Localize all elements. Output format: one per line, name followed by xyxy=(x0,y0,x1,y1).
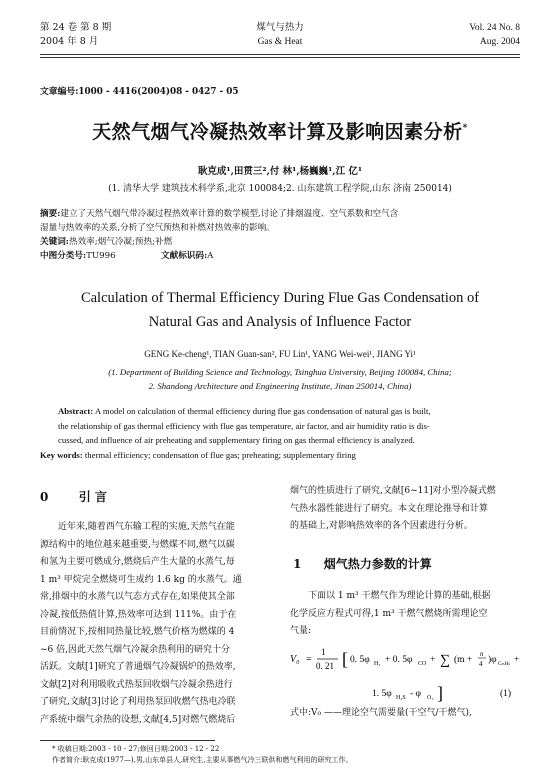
footnote-rule xyxy=(40,740,215,741)
affiliation-en xyxy=(0,365,560,393)
volume-issue: 第 24 卷 第 8 期 xyxy=(40,22,112,33)
doc-code: A xyxy=(207,251,214,261)
eq-4: 4 xyxy=(479,660,483,668)
footnote-dates: * 收稿日期:2003 - 10 - 27;修回日期:2003 - 12 - 22 xyxy=(52,745,220,753)
text-line: 气热水器性能进行了研究。本文在理论推导和计算 xyxy=(290,503,489,514)
issue-date-cn: 2004 年 8 月 xyxy=(40,36,99,47)
eq-minus-o2: - φ xyxy=(410,689,422,699)
eq-term-h2: 0. 5φ xyxy=(350,655,370,665)
journal-name-en: Gas & Heat xyxy=(257,37,303,47)
text-line: 下面以 1 m³ 干燃气作为理论计算的基础,根据 xyxy=(308,591,491,601)
footnote-author-bio: 作者简介:耿克成(1977—),男,山东单县人,研究生,主要从事燃气冷三联供和燃气利用的研究工作。 xyxy=(52,756,353,764)
issue-date-en: Aug. 2004 xyxy=(479,37,520,47)
eq-sub-h2s: H₂S xyxy=(396,695,406,701)
text-line: 和氢为主要可燃成分,燃烧后产生大量的水蒸气,每 xyxy=(40,557,235,567)
eq-lhs: V₀ xyxy=(290,654,300,665)
clc-label: 中图分类号: xyxy=(40,251,87,261)
eq-denominator: 0. 21 xyxy=(316,661,334,671)
journal-name-cn: 煤气与热力 xyxy=(256,22,304,33)
section-title: 引 言 xyxy=(78,490,107,504)
text-line: 冷凝,按低热值计算,热效率可达到 111%。由于在 xyxy=(40,609,237,620)
eq-number: (1) xyxy=(500,689,512,699)
keywords-cn-label: 关键词: xyxy=(40,237,69,247)
title-cn xyxy=(0,117,560,144)
text-line: 了研究,文献[3]讨论了利用热泵回收燃气热电冷联 xyxy=(40,697,236,707)
right-column-top xyxy=(290,483,522,536)
equation-1 xyxy=(290,638,522,704)
eq-sub-cmhn: CₘHₙ xyxy=(498,662,511,667)
doc-code-label: 文献标识码: xyxy=(161,251,208,261)
abstract-cn-line: 湿量与热效率的关系,分析了空气预热和补燃对热效率的影响。 xyxy=(40,223,275,233)
section-1-paragraph xyxy=(290,588,522,641)
text-line: 的基础上,对影响热效率的各个因素进行分析。 xyxy=(290,521,473,531)
title-footnote-mark: * xyxy=(462,123,468,134)
text-line: 活跃。文献[1]研究了普通烟气冷凝锅炉的热效率, xyxy=(40,662,236,672)
abstract-en-line: the relationship of gas thermal efficiency with flue gas temperature, air factor, and air humidity ratio is dis- xyxy=(58,420,430,431)
eq-numerator: 1 xyxy=(321,647,326,657)
text-line: 化学反应方程式可得,1 m³ 干燃气燃烧所需理论空 xyxy=(290,608,488,619)
eq-sub-co: CO xyxy=(418,661,427,667)
abstract-en-line: cussed, and influence of air preheating and supplementary firing on gas thermal efficiency is analyzed. xyxy=(58,435,415,445)
authors-en: GENG Ke-cheng¹, TIAN Guan-san², FU Lin¹, YANG Wei-wei¹, JIANG Yi¹ xyxy=(144,349,416,359)
abstract-en-label: Abstract: xyxy=(58,406,94,416)
text-line: 气量: xyxy=(290,626,312,636)
text-line: 产系统中烟气余热的设想,文献[4,5]对燃气燃烧后 xyxy=(40,714,236,725)
volume-issue-en: Vol. 24 No. 8 xyxy=(469,23,520,33)
header-rule xyxy=(40,54,520,55)
abstract-cn xyxy=(40,207,520,263)
text-line: 目前情况下,按相同热量比较,燃气价格为燃煤的 4 xyxy=(40,627,235,637)
keywords-en: thermal efficiency; condensation of flue gas; preheating; supplementary firing xyxy=(82,449,356,460)
eq-bracket-open: [ xyxy=(342,649,348,669)
eq-bracket-close: ] xyxy=(437,683,443,703)
text-line: ~6 倍,因此天然气烟气冷凝余热利用的研究十分 xyxy=(40,644,230,655)
eq-m: (m + xyxy=(454,655,473,665)
title-en-line: Natural Gas and Analysis of Influence Factor xyxy=(148,314,412,330)
text-line: 近年来,随着西气东输工程的实施,天然气在能 xyxy=(58,522,235,532)
text-line: 1 m³ 甲烷完全燃烧可生成约 1.6 kg 的水蒸气。通 xyxy=(40,574,242,585)
section-title: 烟气热力参数的计算 xyxy=(323,557,432,571)
section-0-heading xyxy=(40,488,107,505)
abstract-cn-label: 摘要: xyxy=(40,209,61,219)
eq-equals: = xyxy=(306,654,312,665)
keywords-cn: 热效率;烟气冷凝;预热;补燃 xyxy=(68,237,173,247)
affiliation-en-line: 2. Shandong Architecture and Engineering Institute, Jinan 250014, China) xyxy=(148,381,412,391)
text-line: 烟气的性质进行了研究,文献[6~11]对小型冷凝式燃 xyxy=(290,486,496,496)
article-number: 文章编号:1000 - 4416(2004)08 - 0427 - 05 xyxy=(40,87,239,97)
section-1-heading xyxy=(293,555,432,572)
section-number: 0 xyxy=(40,490,49,504)
journal-volume-en xyxy=(469,21,520,49)
eq-phi-cm: )φ xyxy=(488,655,497,665)
text-line: 源结构中的地位越来越重要,与燃煤不同,燃气以碳 xyxy=(40,539,235,550)
clc-code: TU996 xyxy=(86,251,116,261)
title-cn-text: 天然气烟气冷凝热效率计算及影响因素分析 xyxy=(92,121,463,143)
affiliation-cn: (1. 清华大学 建筑技术科学系,北京 100084;2. 山东建筑工程学院,山东 济南 250014) xyxy=(108,184,452,194)
keywords-en-label: Key words: xyxy=(40,449,83,460)
affiliation-en-line: (1. Department of Building Science and Technology, Tsinghua University, Beijing 100084, China; xyxy=(108,367,452,377)
text-line: 文献[2]对利用吸收式热泵回收烟气冷凝余热进行 xyxy=(40,679,233,690)
footnote xyxy=(52,744,532,766)
abstract-cn-line: 建立了天然气烟气带冷凝过程热效率计算的数学模型,讨论了排烟温度、空气系数和空气含 xyxy=(60,209,399,219)
eq-sub-o2: O₂ xyxy=(427,695,434,701)
title-en-line: Calculation of Thermal Efficiency During Flue Gas Condensation of xyxy=(80,290,480,306)
eq-term-h2s: 1. 5φ xyxy=(372,689,392,699)
abstract-en-line: A model on calculation of thermal efficiency during flue gas condensation of natural gas is built, xyxy=(93,406,431,416)
eq-n: n xyxy=(480,650,484,658)
eq-sub-h2: H₂ xyxy=(374,661,381,667)
eq-plus: + xyxy=(430,655,436,665)
eq-sum: ∑ xyxy=(440,653,450,668)
eq-term-co: + 0. 5φ xyxy=(385,655,413,665)
title-en xyxy=(0,286,560,334)
equation-legend: 式中:V₀ ——理论空气需要量(干空气/干燃气), xyxy=(290,708,472,718)
text-line: 常,排烟中的水蒸气以气态方式存在,如果使其全部 xyxy=(40,592,235,602)
section-number: 1 xyxy=(293,557,302,571)
eq-plus-2: + xyxy=(514,655,520,665)
intro-paragraph xyxy=(40,519,272,729)
abstract-en xyxy=(40,404,504,462)
header-rule-2 xyxy=(40,57,520,58)
authors-cn: 耿克成¹,田贯三²,付 林¹,杨巍巍¹,江 亿¹ xyxy=(197,166,363,177)
